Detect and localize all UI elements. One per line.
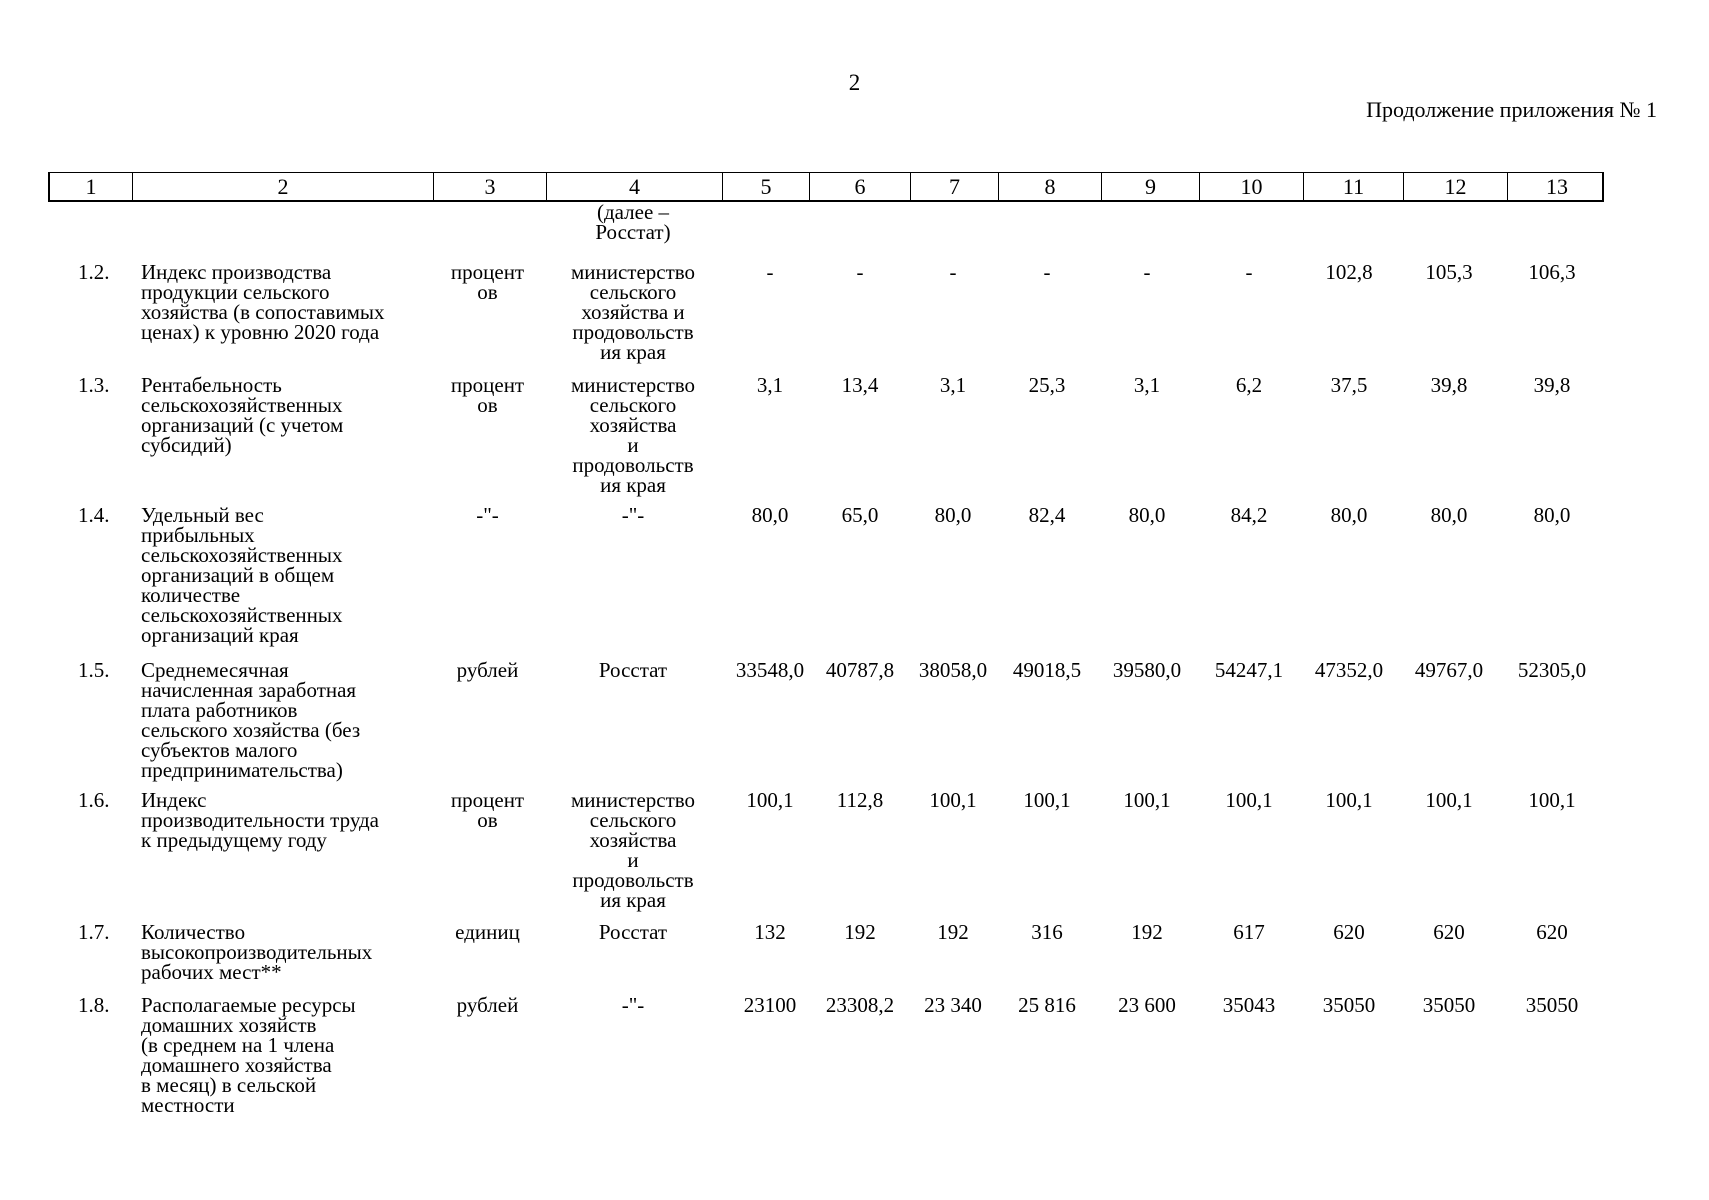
indicator-name-line: начисленная заработная: [141, 678, 357, 702]
indicator-name-line: к предыдущему году: [141, 828, 327, 852]
row-number: 1.7.: [78, 920, 110, 944]
row-number: 1.5.: [78, 658, 110, 682]
unit-line: единиц: [455, 920, 520, 944]
value-col-11: 100,1: [1325, 788, 1373, 812]
indicator-name-line: прибыльных: [141, 523, 255, 547]
header-col-4: 4: [546, 173, 722, 200]
indicator-name-line: Количество: [141, 920, 246, 944]
indicator-name-line: Удельный вес: [141, 503, 264, 527]
unit: [431, 505, 544, 525]
row-number: 1.4.: [78, 503, 110, 527]
header-col-11: 11: [1303, 173, 1403, 200]
indicator-name-line: сельскохозяйственных: [141, 603, 343, 627]
value-col-7: 192: [937, 920, 969, 944]
indicator-name-line: (в среднем на 1 члена: [141, 1033, 335, 1057]
indicator-name-line: продукции сельского: [141, 280, 330, 304]
indicator-name-line: домашнего хозяйства: [141, 1053, 332, 1077]
indicator-name-line: рабочих мест**: [141, 960, 282, 984]
value-col-8: -: [1043, 260, 1051, 284]
unit: [431, 922, 544, 942]
source-line: Росстат: [598, 658, 668, 682]
indicator-name-line: ценах) к уровню 2020 года: [141, 320, 380, 344]
value-col-5: 23100: [743, 993, 797, 1017]
value-col-8: 25 816: [1018, 993, 1076, 1017]
source-line: ия края: [600, 340, 666, 364]
appendix-continuation-note: Продолжение приложения № 1: [1366, 97, 1657, 122]
unit-line: процент: [450, 260, 525, 284]
value-col-11: 47352,0: [1314, 658, 1384, 682]
value-col-12: 49767,0: [1414, 658, 1484, 682]
indicator-name-line: сельского хозяйства (без: [141, 718, 361, 742]
source-line: Росстат: [598, 920, 668, 944]
indicator-name-line: субсидий): [141, 433, 232, 457]
source: [546, 262, 720, 362]
value-col-6: 40787,8: [825, 658, 895, 682]
indicator-name-line: Рентабельность: [141, 373, 282, 397]
source-line: хозяйства: [589, 828, 677, 852]
page-number: 2: [848, 70, 861, 95]
value-col-5: 80,0: [751, 503, 789, 527]
source-line: хозяйства и: [581, 300, 685, 324]
source-line: продовольств: [572, 453, 694, 477]
value-col-11: 620: [1333, 920, 1365, 944]
indicator-name-line: Индекс производства: [141, 260, 332, 284]
indicator-name-line: организаций в общем: [141, 563, 335, 587]
indicator-name-line: количестве: [141, 583, 241, 607]
value-col-13: 106,3: [1528, 260, 1576, 284]
value-col-8: 25,3: [1028, 373, 1066, 397]
source: [546, 790, 720, 910]
value-col-5: -: [766, 260, 774, 284]
unit-line: ов: [477, 393, 498, 417]
indicator-name-line: плата работников: [141, 698, 298, 722]
value-col-12: 35050: [1422, 993, 1476, 1017]
value-col-11: 35050: [1322, 993, 1376, 1017]
value-col-12: 100,1: [1425, 788, 1473, 812]
value-col-8: 316: [1031, 920, 1063, 944]
source-line: ия края: [600, 888, 666, 912]
source: [546, 660, 720, 680]
value-col-8: 49018,5: [1012, 658, 1082, 682]
value-col-5: 3,1: [756, 373, 784, 397]
source-line: ия края: [600, 473, 666, 497]
header-col-1: 1: [85, 174, 97, 199]
unit: [431, 660, 544, 680]
source-line: продовольств: [572, 868, 694, 892]
header-col-8: 8: [998, 173, 1101, 200]
value-col-6: 23308,2: [825, 993, 895, 1017]
value-col-7: 23 340: [924, 993, 982, 1017]
indicator-name-line: организаций (с учетом: [141, 413, 344, 437]
indicator-name: [141, 995, 441, 1115]
value-col-10: 6,2: [1235, 373, 1263, 397]
source-line: -"-: [621, 993, 645, 1017]
source-line: сельского: [589, 280, 677, 304]
indicator-name-line: Располагаемые ресурсы: [141, 993, 356, 1017]
header-col-3: 3: [433, 173, 546, 200]
indicator-name-line: организаций края: [141, 623, 299, 647]
value-col-8: 100,1: [1023, 788, 1071, 812]
value-col-5: 100,1: [746, 788, 794, 812]
value-col-9: 39580,0: [1112, 658, 1182, 682]
source-line: министерство: [570, 788, 696, 812]
indicator-name-line: в месяц) в сельской: [141, 1073, 317, 1097]
value-col-6: -: [856, 260, 864, 284]
value-col-10: -: [1245, 260, 1253, 284]
source-line: продовольств: [572, 320, 694, 344]
value-col-10: 100,1: [1225, 788, 1273, 812]
source-line: сельского: [589, 393, 677, 417]
indicator-name: [141, 922, 441, 982]
unit-line: рублей: [456, 993, 519, 1017]
source: [546, 375, 720, 495]
source-line: министерство: [570, 373, 696, 397]
unit-line: ов: [477, 808, 498, 832]
indicator-name: [141, 660, 441, 780]
indicator-name-line: субъектов малого: [141, 738, 298, 762]
indicator-name-line: предпринимательства): [141, 758, 343, 782]
value-col-9: 100,1: [1123, 788, 1171, 812]
source-line: и: [627, 433, 639, 457]
header-col-9: 9: [1101, 173, 1199, 200]
value-col-9: 23 600: [1118, 993, 1176, 1017]
source: [546, 505, 720, 525]
indicator-name-line: сельскохозяйственных: [141, 393, 343, 417]
value-col-12: 105,3: [1425, 260, 1473, 284]
value-col-9: -: [1143, 260, 1151, 284]
continuation-line: (далее –: [596, 200, 670, 224]
indicator-name-line: хозяйства (в сопоставимых: [141, 300, 385, 324]
value-col-5: 132: [754, 920, 786, 944]
source-line: министерство: [570, 260, 696, 284]
value-col-12: 39,8: [1430, 373, 1468, 397]
value-col-7: 3,1: [939, 373, 967, 397]
unit-line: процент: [450, 373, 525, 397]
unit: [431, 995, 544, 1015]
value-col-9: 3,1: [1133, 373, 1161, 397]
unit-line: ов: [477, 280, 498, 304]
unit: [431, 375, 544, 415]
indicator-name: [141, 375, 441, 455]
value-col-12: 620: [1433, 920, 1465, 944]
continuation-line: Росстат): [595, 220, 671, 244]
value-col-7: -: [949, 260, 957, 284]
value-col-12: 80,0: [1430, 503, 1468, 527]
unit-line: процент: [450, 788, 525, 812]
source-line: -"-: [621, 503, 645, 527]
unit: [431, 262, 544, 302]
value-col-7: 100,1: [929, 788, 977, 812]
value-col-6: 65,0: [841, 503, 879, 527]
value-col-13: 39,8: [1533, 373, 1571, 397]
source: [546, 995, 720, 1015]
indicator-name-line: производительности труда: [141, 808, 380, 832]
unit: [431, 790, 544, 830]
value-col-13: 52305,0: [1517, 658, 1587, 682]
value-col-13: 100,1: [1528, 788, 1576, 812]
header-col-6: 6: [809, 173, 910, 200]
value-col-6: 13,4: [841, 373, 879, 397]
value-col-9: 192: [1131, 920, 1163, 944]
value-col-10: 617: [1233, 920, 1265, 944]
indicator-name: [141, 505, 441, 645]
unit-line: рублей: [456, 658, 519, 682]
indicator-name: [141, 790, 441, 850]
indicator-name-line: Индекс: [141, 788, 207, 812]
value-col-6: 192: [844, 920, 876, 944]
continuation-text: [546, 202, 720, 242]
header-col-2: 2: [132, 173, 433, 200]
row-number: 1.2.: [78, 260, 110, 284]
row-number: 1.3.: [78, 373, 110, 397]
value-col-6: 112,8: [836, 788, 884, 812]
value-col-9: 80,0: [1128, 503, 1166, 527]
unit-line: -"-: [476, 503, 499, 527]
source-line: и: [627, 848, 639, 872]
row-number: 1.8.: [78, 993, 110, 1017]
table-header-row: [48, 172, 1604, 202]
value-col-8: 82,4: [1028, 503, 1066, 527]
source-line: сельского: [589, 808, 677, 832]
indicator-name-line: сельскохозяйственных: [141, 543, 343, 567]
value-col-7: 38058,0: [918, 658, 988, 682]
value-col-10: 35043: [1222, 993, 1276, 1017]
source-line: хозяйства: [589, 413, 677, 437]
indicator-name: [141, 262, 441, 342]
source: [546, 922, 720, 942]
value-col-11: 80,0: [1330, 503, 1368, 527]
value-col-13: 35050: [1525, 993, 1579, 1017]
value-col-13: 80,0: [1533, 503, 1571, 527]
row-number: 1.6.: [78, 788, 110, 812]
value-col-13: 620: [1536, 920, 1568, 944]
value-col-5: 33548,0: [735, 658, 805, 682]
value-col-10: 84,2: [1230, 503, 1268, 527]
indicator-name-line: домашних хозяйств: [141, 1013, 317, 1037]
indicator-name-line: местности: [141, 1093, 235, 1117]
header-col-13: 13: [1507, 173, 1606, 200]
value-col-11: 37,5: [1330, 373, 1368, 397]
header-col-10: 10: [1199, 173, 1303, 200]
header-col-12: 12: [1403, 173, 1507, 200]
indicator-name-line: Среднемесячная: [141, 658, 289, 682]
value-col-10: 54247,1: [1214, 658, 1284, 682]
value-col-7: 80,0: [934, 503, 972, 527]
header-col-7: 7: [910, 173, 998, 200]
indicator-name-line: высокопроизводительных: [141, 940, 373, 964]
header-col-5: 5: [722, 173, 809, 200]
value-col-11: 102,8: [1325, 260, 1373, 284]
